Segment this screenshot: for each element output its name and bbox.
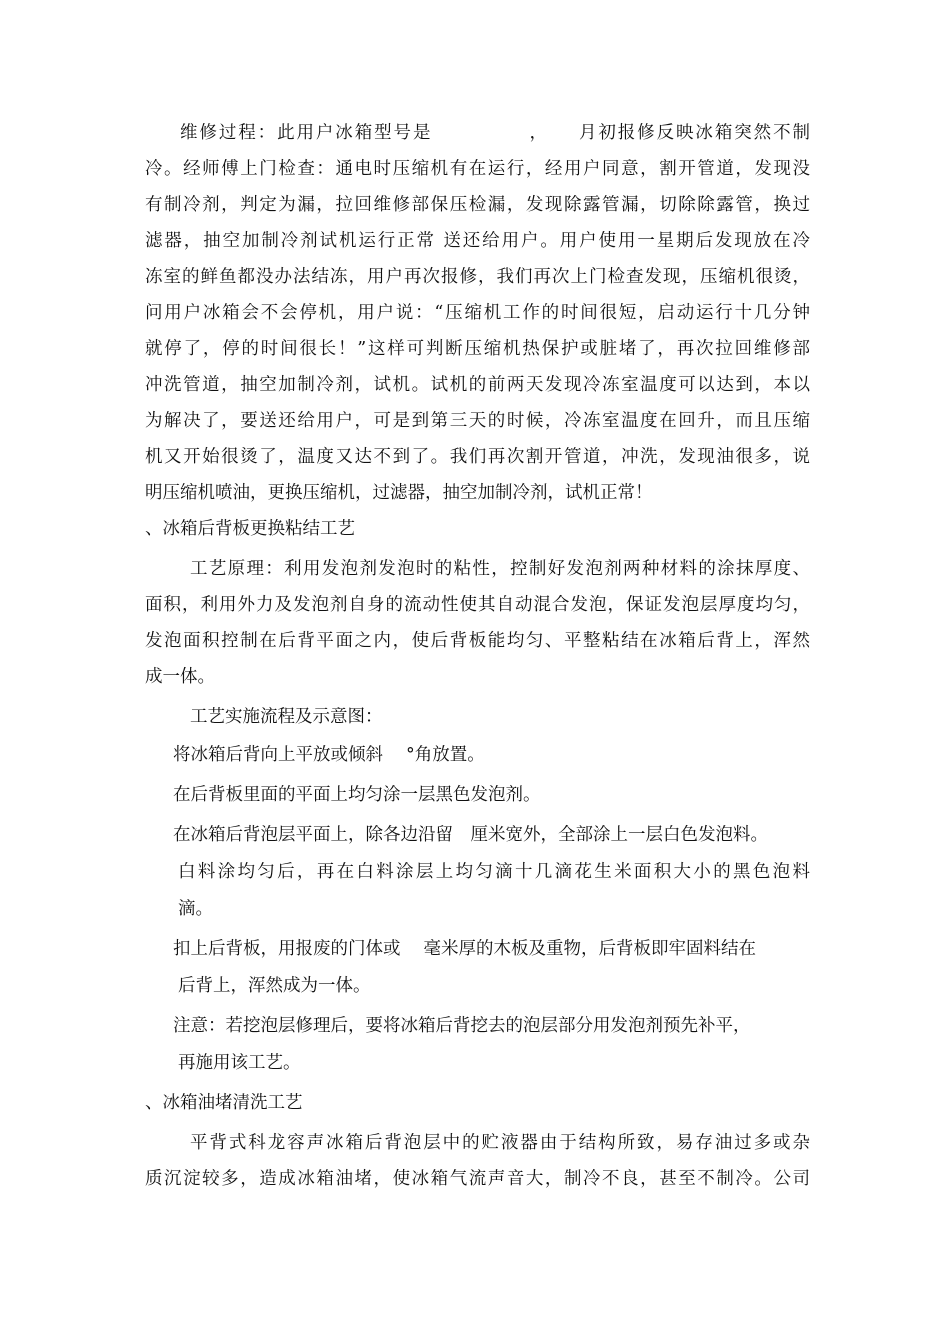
- oil-block-line: 质沉淀较多，造成冰箱油堵，使冰箱气流声音大，制冷不良，甚至不制冷。公司: [145, 1169, 810, 1189]
- repair-process-line: 冻室的鲜鱼都没办法结冻，用户再次报修，我们再次上门检查发现，压缩机很烫，: [145, 267, 810, 287]
- step-line: 在后背板里面的平面上均匀涂一层黑色发泡剂。: [173, 785, 541, 805]
- note-line: 注意：若挖泡层修理后，要将冰箱后背挖去的泡层部分用发泡剂预先补平，: [173, 1016, 751, 1036]
- repair-process-line: 维修过程：此用户冰箱型号是 ， 月初报修反映冰箱突然不制: [180, 123, 810, 143]
- step-line: 后背上，浑然成为一体。: [178, 976, 371, 996]
- step-line: 滴。: [178, 899, 213, 919]
- step-line: 白料涂均匀后，再在白料涂层上均匀滴十几滴花生米面积大小的黑色泡料: [178, 862, 810, 882]
- repair-process-line: 明压缩机喷油，更换压缩机，过滤器，抽空加制冷剂，试机正常！: [145, 483, 653, 503]
- repair-process-line: 有制冷剂，判定为漏，拉回维修部保压检漏，发现除露管漏，切除除露管，换过: [145, 195, 810, 215]
- step-line: 扣上后背板，用报废的门体或 毫米厚的木板及重物，后背板即牢固料结在: [173, 939, 757, 959]
- principle-line: 发泡面积控制在后背平面之内，使后背板能均匀、平整粘结在冰箱后背上，浑然: [145, 631, 810, 651]
- note-line: 再施用该工艺。: [178, 1053, 301, 1073]
- section-heading-oil-block: 、冰箱油堵清洗工艺: [145, 1093, 303, 1113]
- step-line: 将冰箱后背向上平放或倾斜 °角放置。: [173, 745, 485, 765]
- repair-process-line: 问用户冰箱会不会停机，用户说：“压缩机工作的时间很短，启动运行十几分钟: [145, 303, 810, 323]
- principle-line: 工艺原理：利用发泡剂发泡时的粘性，控制好发泡剂两种材料的涂抹厚度、: [190, 559, 810, 579]
- principle-line: 成一体。: [145, 667, 215, 687]
- repair-process-line: 滤器，抽空加制冷剂试机运行正常 送还给用户。用户使用一星期后发现放在冷: [145, 231, 810, 251]
- repair-process-line: 冲洗管道，抽空加制冷剂，试机。试机的前两天发现冷冻室温度可以达到，本以: [145, 375, 810, 395]
- repair-process-line: 机又开始很烫了，温度又达不到了。我们再次割开管道，冲洗，发现油很多，说: [145, 447, 810, 467]
- repair-process-line: 就停了，停的时间很长！”这样可判断压缩机热保护或脏堵了，再次拉回维修部: [145, 339, 810, 359]
- oil-block-line: 平背式科龙容声冰箱后背泡层中的贮液器由于结构所致，易存油过多或杂: [190, 1133, 810, 1153]
- repair-process-line: 冷。经师傅上门检查：通电时压缩机有在运行，经用户同意，割开管道，发现没: [145, 159, 810, 179]
- repair-process-line: 为解决了，要送还给用户，可是到第三天的时候，冷冻室温度在回升，而且压缩: [145, 411, 810, 431]
- flow-title: 工艺实施流程及示意图：: [190, 707, 383, 727]
- principle-line: 面积，利用外力及发泡剂自身的流动性使其自动混合发泡，保证发泡层厚度均匀，: [145, 595, 810, 615]
- section-heading-back-panel: 、冰箱后背板更换粘结工艺: [145, 519, 355, 539]
- step-line: 在冰箱后背泡层平面上，除各边沿留 厘米宽外，全部涂上一层白色发泡料。: [173, 825, 768, 845]
